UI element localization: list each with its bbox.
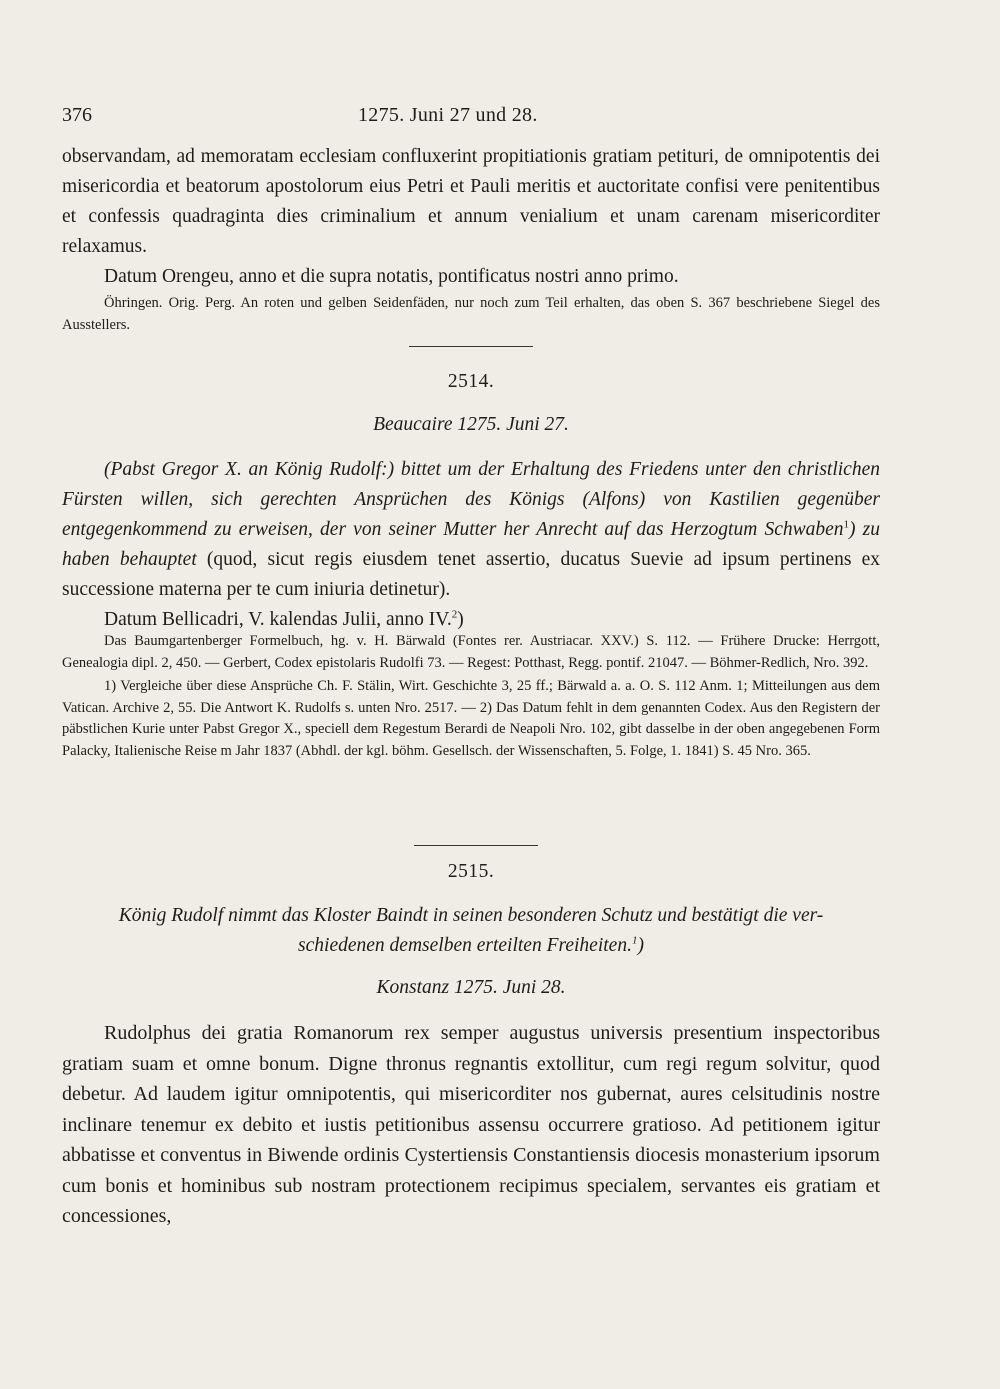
entry-2514-summary	[62, 455, 880, 635]
footnote-marker-2: 2	[451, 608, 458, 621]
entry-2515-text	[62, 1018, 880, 1232]
entry-2515-summary-line-1: König Rudolf nimmt das Kloster Baindt in seinen besonderen Schutz und bestätigt die ver-	[118, 905, 824, 926]
entry-2514-quote: (quod, sicut regis eiusdem tenet assertio, ducatus Suevie ad ipsum pertinens ex successione materna per te cum iniuria detinetur).	[62, 549, 880, 600]
entry-2514-datum: Datum Bellicadri, V. kalendas Julii, anno IV.	[104, 609, 452, 630]
entry-2514-datum-close: )	[457, 609, 464, 630]
section-divider	[409, 346, 533, 347]
entry-2514-place-date: Beaucaire 1275. Juni 27.	[373, 414, 569, 435]
running-head-date: 1275. Juni 27 und 28.	[358, 104, 538, 126]
prior-entry-source-note: Öhringen. Orig. Perg. An roten und gelben Seidenfäden, nur noch zum Teil erhalten, das oben S. 367 beschriebene Siegel des Ausstellers.	[62, 295, 880, 333]
entry-2515-summary	[62, 901, 880, 961]
entry-2514-notes	[62, 631, 880, 762]
prior-entry-text	[62, 142, 880, 292]
running-head	[62, 104, 892, 130]
prior-entry-note	[62, 293, 880, 336]
entry-2515-summary-close: )	[637, 935, 644, 956]
entry-number-2514: 2514.	[447, 371, 495, 392]
section-divider	[414, 845, 538, 846]
entry-number-2515: 2515.	[447, 861, 495, 882]
entry-2515-summary-line-2: schiedenen demselben erteilten Freiheiten.	[298, 935, 632, 956]
entry-2514-sources: Das Baumgartenberger Formelbuch, hg. v. H. Bärwald (Fontes rer. Austriacar. XXV.) S. 112. — Frühere Drucke: Herrgott, Genealogia dipl. 2, 450. — Gerbert, Codex epistolaris Rudolfi 73. — Regest: Potthast, Regg. pontif. 21047. — Böhmer-Redlich, Nro. 392.	[62, 633, 880, 671]
entry-2515-charter-text: Rudolphus dei gratia Romanorum rex semper augustus universis presentium inspectoribus gratiam suam et omne bonum. Digne thronus regnantis extollitur, cum regi regum solvitur, quod debetur. Ad laudem igitur omnipotentis, qui misericorditer nos gubernat, aures celsitudinis nostre inclinare tenemur ex debito et iustis petitionibus assensu occurrere gratioso. Ad petitionem igitur abbatisse et conventus in Biwende ordinis Cystertiensis Constantiensis diocesis monasterium ipsorum cum bonis et hominibus sub nostram protectionem recipimus specialem, servantes eis gratiam et concessiones,	[62, 1022, 880, 1227]
entry-2515-place-date: Konstanz 1275. Juni 28.	[376, 977, 566, 998]
footnote-marker-1: 1	[631, 934, 638, 947]
prior-entry-datum: Datum Orengeu, anno et die supra notatis, pontificatus nostri anno primo.	[104, 266, 679, 287]
prior-entry-paragraph: observandam, ad memoratam ecclesiam confluxerint propitiationis gratiam petituri, de omnipotentis dei misericordia et beatorum apostolorum eius Petri et Pauli meritis et auctoritate confisi vere penitentibus et confessis quadraginta dies criminalium et annum venialium et unam carenam misericorditer relaxamus.	[62, 146, 880, 257]
entry-2514-regest: (Pabst Gregor X. an König Rudolf:) bittet um der Erhaltung des Friedens unter den christlichen Fürsten willen, sich gerechten Ansprüchen des Königs (Alfons) von Kastilien gegenüber entgegenkommend zu erweisen, der von seiner Mutter her Anrecht auf das Herzogtum Schwaben	[62, 459, 880, 540]
entry-2514-regest-end: ) zu haben behauptet	[62, 519, 880, 570]
entry-2514-footnotes: 1) Vergleiche über diese Ansprüche Ch. F. Stälin, Wirt. Geschichte 3, 25 ff.; Bärwald a. a. O. S. 112 Anm. 1; Mitteilungen aus dem Vatican. Archive 2, 55. Die Antwort K. Rudolfs s. unten Nro. 2517. — 2) Das Datum fehlt in dem genannten Codex. Aus den Registern der päbstlichen Kurie unter Pabst Gregor X., speciell dem Regestum Berardi de Neapoli Nro. 102, gibt dasselbe in der oben angegebenen Form Palacky, Italienische Reise m Jahr 1837 (Abhdl. der kgl. böhm. Gesellsch. der Wissenschaften, 5. Folge, 1. 1841) S. 45 Nro. 365.	[62, 678, 880, 759]
footnote-marker-1: 1	[843, 518, 850, 531]
page-number: 376	[62, 104, 92, 126]
